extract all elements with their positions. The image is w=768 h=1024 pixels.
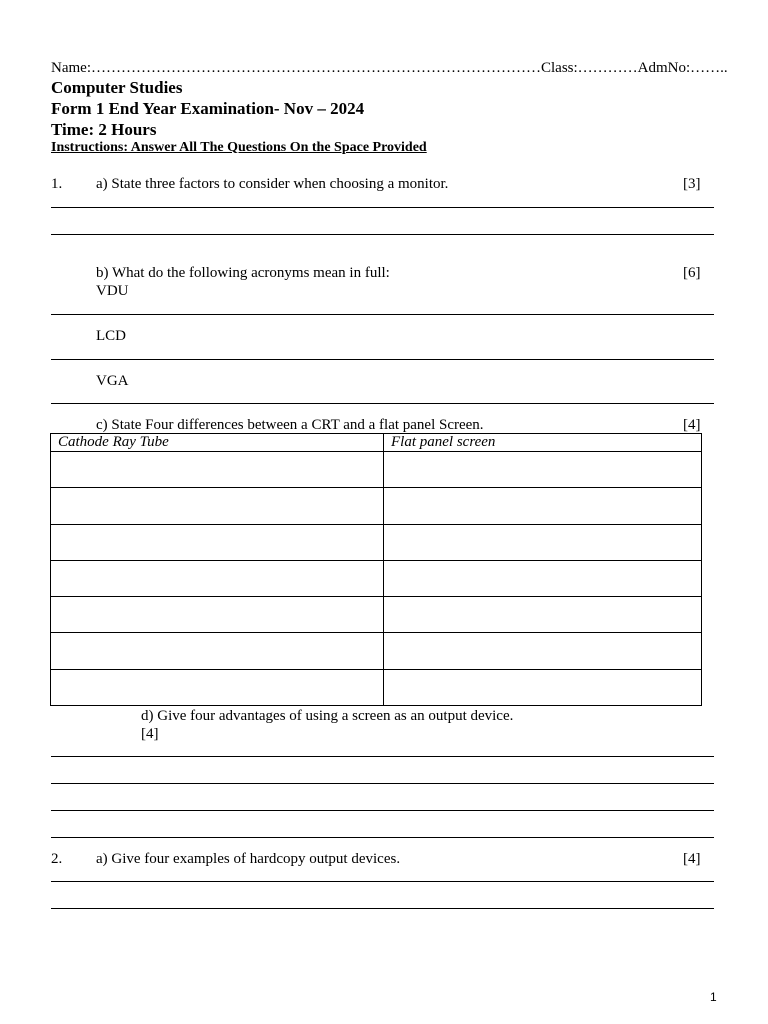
crt-vs-flat-panel-table [50,433,702,706]
answer-line[interactable] [51,783,714,784]
answer-cell-flat-panel[interactable] [384,452,702,488]
question-1-number: 1. [51,176,63,192]
page-number: 1 [710,990,717,1004]
column-header-flat-panel: Flat panel screen [384,434,702,452]
answer-line[interactable] [51,908,714,909]
answer-line[interactable] [51,881,714,882]
table-row [51,560,702,596]
acronym-vdu: VDU [96,283,129,299]
answer-cell-flat-panel[interactable] [384,524,702,560]
answer-line[interactable] [51,756,714,757]
answer-cell-crt[interactable] [51,488,384,524]
answer-cell-crt[interactable] [51,524,384,560]
answer-cell-flat-panel[interactable] [384,597,702,633]
question-1b-text: b) What do the following acronyms mean in full: [96,265,390,281]
answer-line[interactable] [51,403,714,404]
answer-line[interactable] [51,810,714,811]
table-row [51,452,702,488]
table-row [51,669,702,705]
question-2a-text: a) Give four examples of hardcopy output devices. [96,851,401,867]
answer-line[interactable] [51,234,714,235]
exam-duration: Time: 2 Hours [51,120,157,139]
answer-cell-crt[interactable] [51,633,384,669]
instructions: Instructions: Answer All The Questions On the Space Provided [51,140,427,155]
table-row [51,488,702,524]
question-1d-text: d) Give four advantages of using a screen as an output device. [141,708,514,724]
question-1a-marks: [3] [683,176,701,192]
answer-cell-flat-panel[interactable] [384,560,702,596]
question-1b-marks: [6] [683,265,701,281]
table-row [51,597,702,633]
question-1c-marks: [4] [683,417,701,433]
answer-line[interactable] [51,314,714,315]
answer-cell-flat-panel[interactable] [384,633,702,669]
exam-title: Form 1 End Year Examination- Nov – 2024 [51,99,365,118]
answer-line[interactable] [51,837,714,838]
question-2a-marks: [4] [683,851,701,867]
column-header-crt: Cathode Ray Tube [51,434,384,452]
answer-cell-flat-panel[interactable] [384,669,702,705]
question-2-number: 2. [51,851,63,867]
table-row [51,524,702,560]
answer-cell-flat-panel[interactable] [384,488,702,524]
acronym-lcd: LCD [96,328,126,344]
answer-cell-crt[interactable] [51,669,384,705]
acronym-vga: VGA [96,373,129,389]
question-1d-marks: [4] [141,726,159,742]
table-row [51,633,702,669]
answer-line[interactable] [51,207,714,208]
answer-line[interactable] [51,359,714,360]
subject-title: Computer Studies [51,78,183,97]
answer-cell-crt[interactable] [51,560,384,596]
answer-cell-crt[interactable] [51,452,384,488]
question-1c-text: c) State Four differences between a CRT and a flat panel Screen. [96,417,484,433]
name-class-admno-line: Name:………………………………………………………………………………Class:…………AdmNo:…….. [51,60,728,76]
question-1a-text: a) State three factors to consider when choosing a monitor. [96,176,449,192]
table-header-row [51,434,702,452]
answer-cell-crt[interactable] [51,597,384,633]
